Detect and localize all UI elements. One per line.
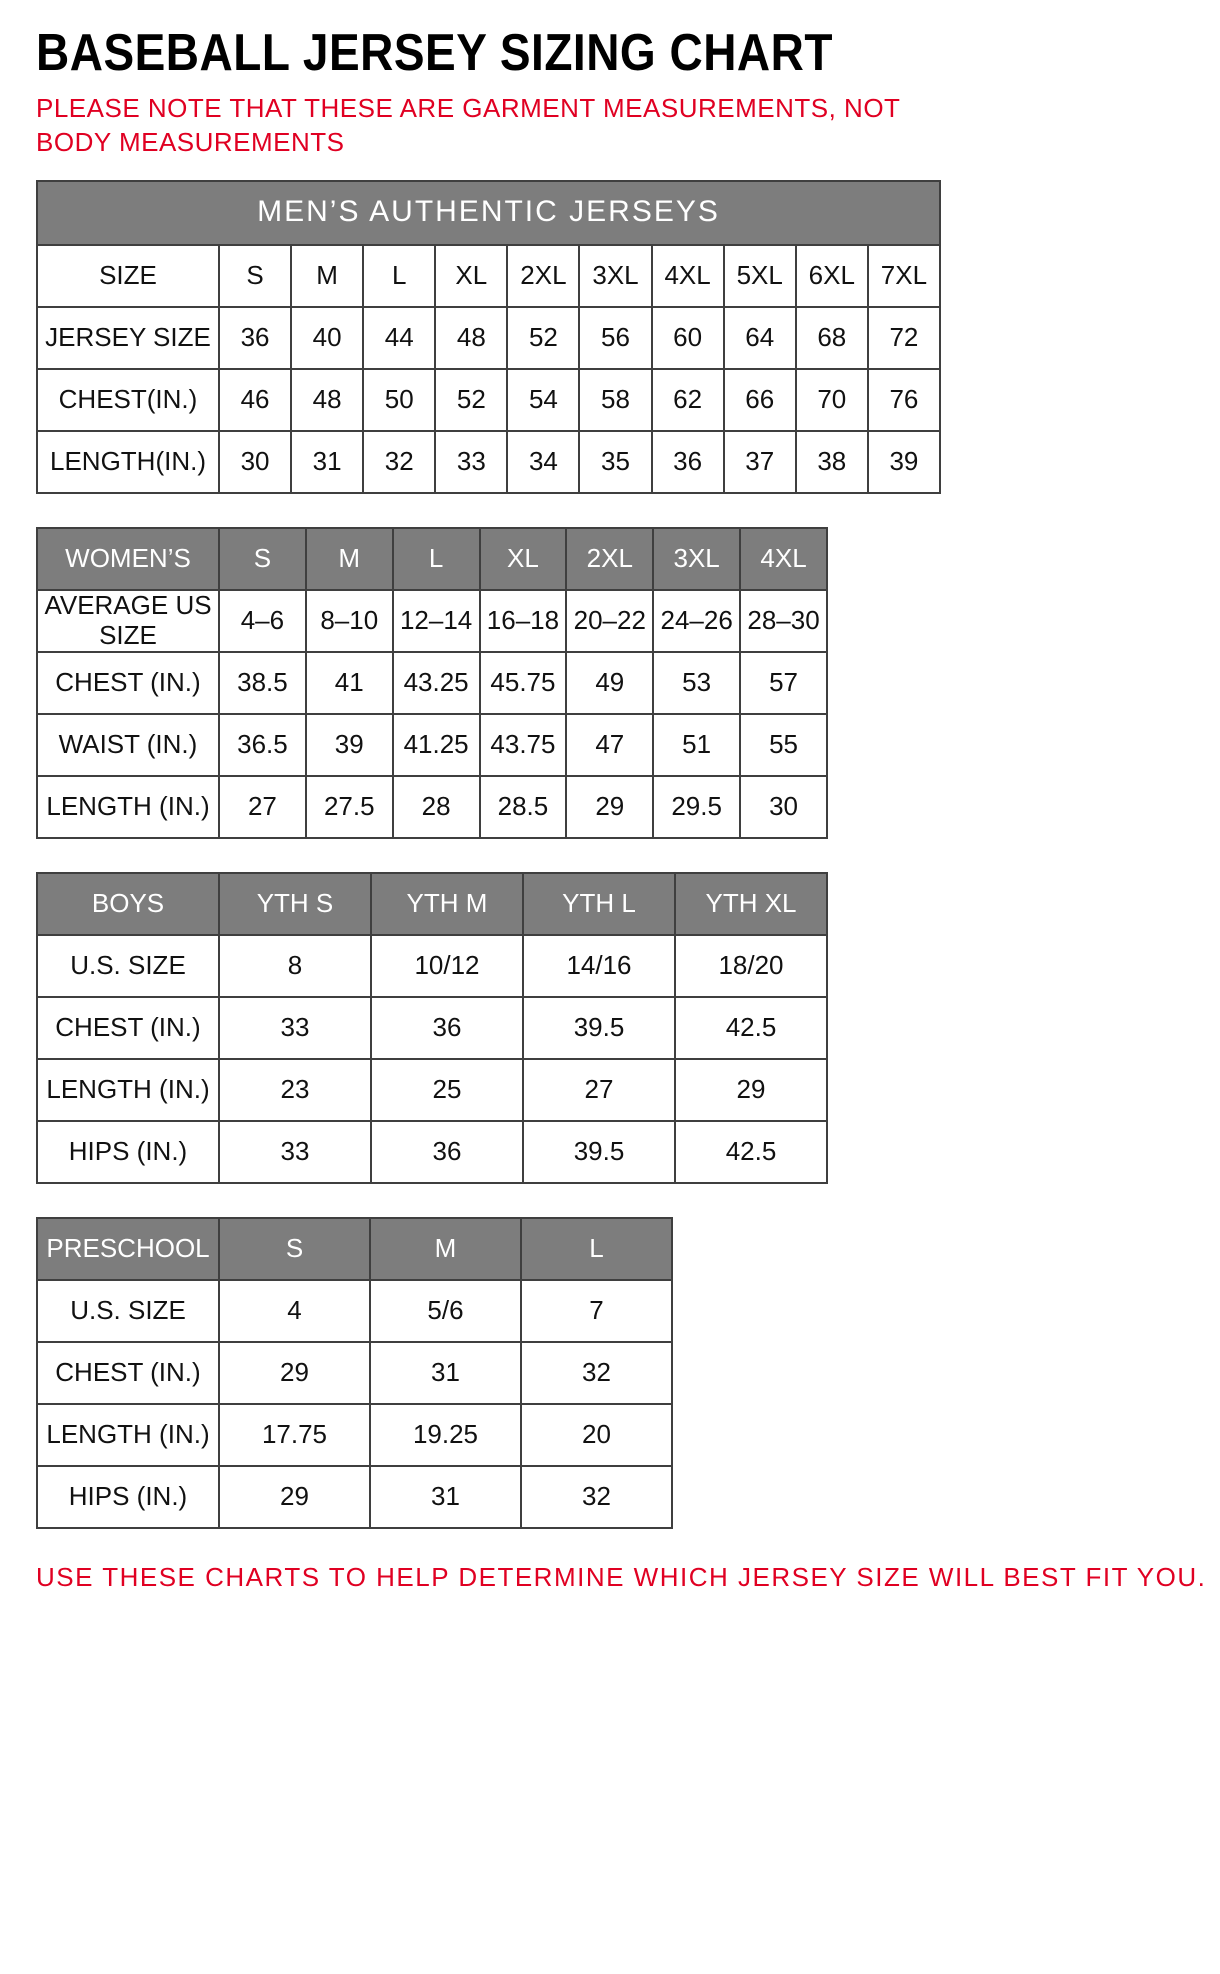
column-header: YTH M [371, 873, 523, 935]
table-row [37, 997, 827, 1059]
table-row [37, 776, 827, 838]
column-header: 6XL [796, 245, 868, 307]
size-cell: 20 [521, 1404, 672, 1466]
size-cell: 39 [868, 431, 940, 493]
size-cell: 38.5 [219, 652, 306, 714]
column-header: 3XL [653, 528, 740, 590]
table-header-row [37, 528, 827, 590]
column-header: L [363, 245, 435, 307]
column-header: XL [435, 245, 507, 307]
column-header: XL [480, 528, 567, 590]
table-row [37, 307, 940, 369]
size-cell: 36 [219, 307, 291, 369]
column-header: 7XL [868, 245, 940, 307]
table-banner-row [37, 181, 940, 245]
row-label: LENGTH (IN.) [37, 776, 219, 838]
table-row [37, 1280, 672, 1342]
table-label: PRESCHOOL [37, 1218, 219, 1280]
column-header: 4XL [740, 528, 827, 590]
size-cell: 46 [219, 369, 291, 431]
column-header: M [370, 1218, 521, 1280]
size-cell: 31 [370, 1342, 521, 1404]
size-cell: 32 [363, 431, 435, 493]
size-cell: 29 [219, 1466, 370, 1528]
womens-size-table [36, 527, 828, 839]
row-label: AVERAGE US SIZE [37, 590, 219, 652]
size-cell: 44 [363, 307, 435, 369]
size-cell: 30 [219, 431, 291, 493]
size-cell: 52 [435, 369, 507, 431]
size-cell: 41.25 [393, 714, 480, 776]
column-header: YTH S [219, 873, 371, 935]
size-cell: 45.75 [480, 652, 567, 714]
table-label: BOYS [37, 873, 219, 935]
size-cell: 31 [291, 431, 363, 493]
table-label: SIZE [37, 245, 219, 307]
size-cell: 35 [579, 431, 651, 493]
tables-container [36, 180, 1184, 1529]
row-label: HIPS (IN.) [37, 1121, 219, 1183]
size-cell: 60 [652, 307, 724, 369]
row-label: LENGTH(IN.) [37, 431, 219, 493]
size-cell: 30 [740, 776, 827, 838]
size-cell: 33 [219, 1121, 371, 1183]
size-cell: 5/6 [370, 1280, 521, 1342]
size-cell: 70 [796, 369, 868, 431]
column-header: YTH L [523, 873, 675, 935]
size-cell: 34 [507, 431, 579, 493]
row-label: JERSEY SIZE [37, 307, 219, 369]
column-header: L [393, 528, 480, 590]
column-header: 2XL [566, 528, 653, 590]
row-label: WAIST (IN.) [37, 714, 219, 776]
table-row [37, 652, 827, 714]
column-header: 4XL [652, 245, 724, 307]
size-cell: 28–30 [740, 590, 827, 652]
table-row [37, 1121, 827, 1183]
table-header-row [37, 245, 940, 307]
size-cell: 24–26 [653, 590, 740, 652]
size-cell: 68 [796, 307, 868, 369]
size-cell: 42.5 [675, 1121, 827, 1183]
size-cell: 10/12 [371, 935, 523, 997]
preschool-size-table [36, 1217, 673, 1529]
size-cell: 25 [371, 1059, 523, 1121]
size-cell: 37 [724, 431, 796, 493]
size-cell: 76 [868, 369, 940, 431]
mens-size-table [36, 180, 941, 494]
table-row [37, 590, 827, 652]
row-label: LENGTH (IN.) [37, 1059, 219, 1121]
table-row [37, 431, 940, 493]
size-cell: 57 [740, 652, 827, 714]
size-cell: 36 [652, 431, 724, 493]
column-header: 5XL [724, 245, 796, 307]
row-label: CHEST(IN.) [37, 369, 219, 431]
size-cell: 53 [653, 652, 740, 714]
boys-size-table [36, 872, 828, 1184]
size-cell: 39.5 [523, 1121, 675, 1183]
table-header-row [37, 873, 827, 935]
size-cell: 51 [653, 714, 740, 776]
column-header: M [306, 528, 393, 590]
size-cell: 8 [219, 935, 371, 997]
size-cell: 52 [507, 307, 579, 369]
size-cell: 29.5 [653, 776, 740, 838]
size-cell: 28 [393, 776, 480, 838]
size-cell: 27 [523, 1059, 675, 1121]
size-cell: 41 [306, 652, 393, 714]
size-cell: 17.75 [219, 1404, 370, 1466]
size-cell: 43.25 [393, 652, 480, 714]
column-header: M [291, 245, 363, 307]
size-cell: 27.5 [306, 776, 393, 838]
footer-note: USE THESE CHARTS TO HELP DETERMINE WHICH JERSEY SIZE WILL BEST FIT YOU. [36, 1561, 1207, 1592]
table-row [37, 1342, 672, 1404]
size-cell: 47 [566, 714, 653, 776]
size-cell: 19.25 [370, 1404, 521, 1466]
column-header: 3XL [579, 245, 651, 307]
size-cell: 33 [435, 431, 507, 493]
size-cell: 32 [521, 1342, 672, 1404]
row-label: LENGTH (IN.) [37, 1404, 219, 1466]
size-cell: 4 [219, 1280, 370, 1342]
size-cell: 64 [724, 307, 796, 369]
size-cell: 29 [675, 1059, 827, 1121]
size-cell: 8–10 [306, 590, 393, 652]
size-cell: 14/16 [523, 935, 675, 997]
size-cell: 31 [370, 1466, 521, 1528]
column-header: S [219, 528, 306, 590]
size-cell: 16–18 [480, 590, 567, 652]
size-cell: 50 [363, 369, 435, 431]
size-cell: 55 [740, 714, 827, 776]
size-cell: 18/20 [675, 935, 827, 997]
table-row [37, 1404, 672, 1466]
column-header: S [219, 245, 291, 307]
size-cell: 38 [796, 431, 868, 493]
size-cell: 4–6 [219, 590, 306, 652]
column-header: 2XL [507, 245, 579, 307]
size-cell: 58 [579, 369, 651, 431]
column-header: S [219, 1218, 370, 1280]
row-label: CHEST (IN.) [37, 1342, 219, 1404]
size-cell: 7 [521, 1280, 672, 1342]
row-label: CHEST (IN.) [37, 997, 219, 1059]
size-cell: 39 [306, 714, 393, 776]
size-cell: 32 [521, 1466, 672, 1528]
size-cell: 33 [219, 997, 371, 1059]
size-cell: 36.5 [219, 714, 306, 776]
table-row [37, 714, 827, 776]
size-cell: 12–14 [393, 590, 480, 652]
row-label: HIPS (IN.) [37, 1466, 219, 1528]
column-header: YTH XL [675, 873, 827, 935]
garment-measurement-note: PLEASE NOTE THAT THESE ARE GARMENT MEASUREMENTS, NOT BODY MEASUREMENTS [36, 93, 900, 157]
size-cell: 56 [579, 307, 651, 369]
size-cell: 29 [566, 776, 653, 838]
size-cell: 66 [724, 369, 796, 431]
column-header: L [521, 1218, 672, 1280]
table-row [37, 935, 827, 997]
table-row [37, 369, 940, 431]
size-cell: 62 [652, 369, 724, 431]
table-banner: MEN’S AUTHENTIC JERSEYS [37, 181, 940, 245]
size-cell: 23 [219, 1059, 371, 1121]
size-cell: 20–22 [566, 590, 653, 652]
size-cell: 42.5 [675, 997, 827, 1059]
table-row [37, 1059, 827, 1121]
size-cell: 48 [291, 369, 363, 431]
table-label: WOMEN’S [37, 528, 219, 590]
page-title: BASEBALL JERSEY SIZING CHART [36, 23, 833, 82]
size-cell: 36 [371, 1121, 523, 1183]
size-cell: 72 [868, 307, 940, 369]
size-cell: 48 [435, 307, 507, 369]
size-cell: 27 [219, 776, 306, 838]
table-row [37, 1466, 672, 1528]
row-label: U.S. SIZE [37, 935, 219, 997]
size-cell: 54 [507, 369, 579, 431]
size-cell: 39.5 [523, 997, 675, 1059]
size-cell: 43.75 [480, 714, 567, 776]
size-cell: 29 [219, 1342, 370, 1404]
size-cell: 28.5 [480, 776, 567, 838]
size-cell: 49 [566, 652, 653, 714]
row-label: CHEST (IN.) [37, 652, 219, 714]
row-label: U.S. SIZE [37, 1280, 219, 1342]
size-cell: 40 [291, 307, 363, 369]
table-header-row [37, 1218, 672, 1280]
size-cell: 36 [371, 997, 523, 1059]
